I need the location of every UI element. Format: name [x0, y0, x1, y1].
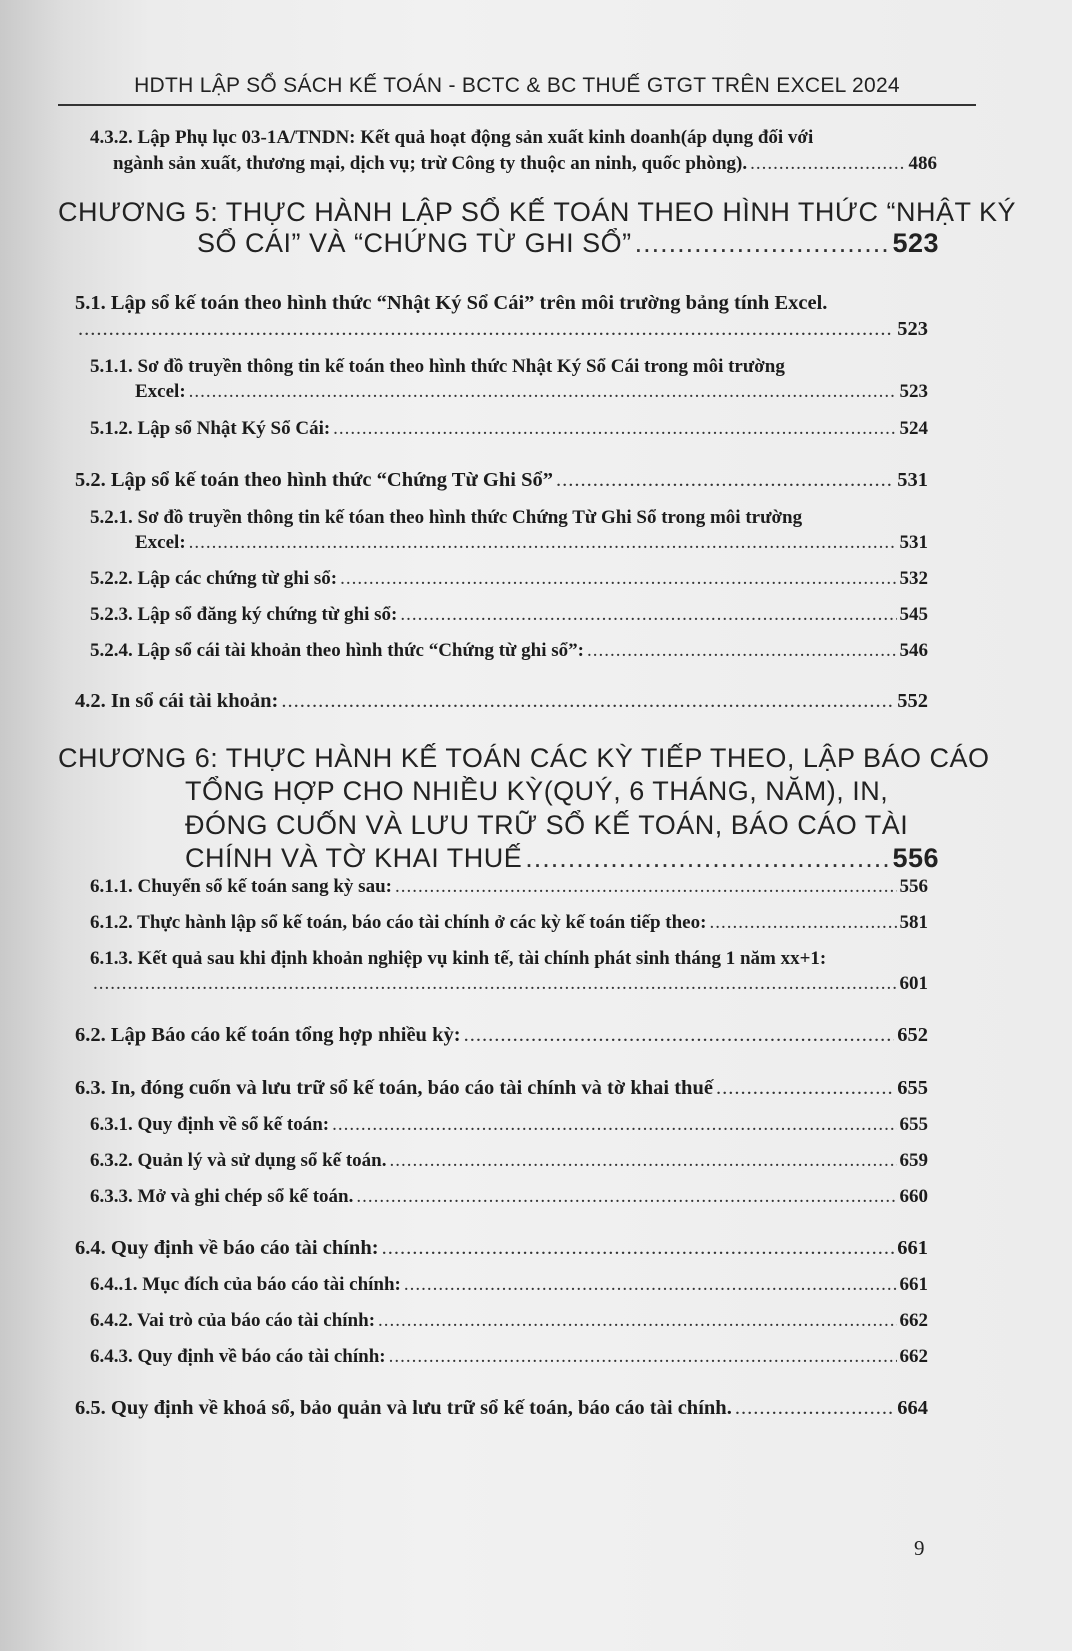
- toc-entry-6-3: [75, 1077, 928, 1100]
- toc-entry-5-1-2: [90, 418, 928, 440]
- toc-entry-label: 6.4..1. Mục đích của báo cáo tài chính:: [90, 1274, 401, 1295]
- toc-page-number: 655: [897, 1077, 928, 1099]
- dot-leader: [378, 1310, 896, 1332]
- toc-entry-label: 5.2.3. Lập sổ đăng ký chứng từ ghi sổ:: [90, 604, 398, 625]
- toc-page-number: 661: [899, 1274, 928, 1295]
- toc-page-number: 532: [899, 568, 928, 589]
- toc-entry-6-5: [75, 1397, 928, 1420]
- dot-leader: [78, 318, 894, 341]
- chapter-6-title-line2: TỔNG HỢP CHO NHIỀU KỲ(QUÝ, 6 THÁNG, NĂM), IN,: [185, 776, 889, 806]
- toc-entry-label: ngành sản xuất, thương mại, dịch vụ; trừ Công ty thuộc an ninh, quốc phòng).: [113, 153, 748, 174]
- toc-entry-label: 5.1.2. Lập sổ Nhật Ký Sổ Cái:: [90, 418, 331, 439]
- toc-page-number: 531: [899, 532, 928, 553]
- toc-entry-label: 6.5. Quy định về khoá sổ, bảo quản và lưu trữ sổ kế toán, báo cáo tài chính.: [75, 1397, 732, 1419]
- dot-leader: [189, 532, 897, 554]
- toc-page-number: 660: [899, 1186, 928, 1207]
- dot-leader: [716, 1077, 894, 1100]
- toc-page-number: 655: [899, 1114, 928, 1135]
- toc-entry-label: 6.3.2. Quản lý và sử dụng sổ kế toán.: [90, 1150, 387, 1171]
- toc-entry-label: 5.2. Lập sổ kế toán theo hình thức “Chứng Từ Ghi Sổ”: [75, 469, 553, 491]
- dot-leader: [464, 1024, 895, 1047]
- toc-entry-label: 5.2.4. Lập sổ cái tài khoản theo hình thức “Chứng từ ghi sổ”:: [90, 640, 584, 661]
- toc-entry-label: SỔ CÁI” VÀ “CHỨNG TỪ GHI SỔ”: [197, 228, 632, 258]
- toc-page-number: 486: [908, 153, 937, 174]
- dot-leader: [281, 690, 894, 713]
- toc-entry-chapter-6: [185, 843, 939, 874]
- toc-page-number: 664: [897, 1397, 928, 1419]
- toc-entry-5-1: [75, 318, 928, 341]
- toc-entry-6-1-3: [90, 973, 928, 995]
- toc-entry-5-2-1-line1: 5.2.1. Sơ đồ truyền thông tin kế tóan theo hình thức Chứng Từ Ghi Sổ trong môi trường: [90, 507, 803, 528]
- toc-page-number: 523: [899, 381, 928, 402]
- toc-entry-4-2: [75, 690, 928, 713]
- dot-leader: [333, 418, 896, 440]
- chapter-5-title-line1: CHƯƠNG 5: THỰC HÀNH LẬP SỔ KẾ TOÁN THEO HÌNH THỨC “NHẬT KÝ: [58, 197, 1016, 227]
- dot-leader: [356, 1186, 896, 1208]
- toc-entry-label: 6.3.3. Mở và ghi chép sổ kế toán.: [90, 1186, 354, 1207]
- toc-entry-label: 6.3. In, đóng cuốn và lưu trữ sổ kế toán, báo cáo tài chính và tờ khai thuế: [75, 1077, 713, 1099]
- toc-page-number: 661: [897, 1237, 928, 1259]
- page-number: 9: [914, 1536, 925, 1560]
- toc-entry-6-1-3-line1: 6.1.3. Kết quả sau khi định khoản nghiệp vụ kinh tế, tài chính phát sinh tháng 1 năm xx+1:: [90, 948, 827, 969]
- toc-entry-label: 6.1.2. Thực hành lập sổ kế toán, báo cáo tài chính ở các kỳ kế toán tiếp theo:: [90, 912, 707, 933]
- toc-entry-5-1-1: [135, 381, 928, 403]
- toc-entry-6-4-1: [90, 1274, 928, 1296]
- dot-leader: [382, 1237, 895, 1260]
- toc-page-number: 545: [899, 604, 928, 625]
- chapter-6-title-line1: CHƯƠNG 6: THỰC HÀNH KẾ TOÁN CÁC KỲ TIẾP THEO, LẬP BÁO CÁO: [58, 743, 990, 773]
- toc-entry-6-3-1: [90, 1114, 928, 1136]
- toc-entry-4-3-2-line1: 4.3.2. Lập Phụ lục 03-1A/TNDN: Kết quả hoạt động sản xuất kinh doanh(áp dụng đối với: [90, 127, 814, 148]
- toc-entry-6-3-2: [90, 1150, 928, 1172]
- dot-leader: [389, 1150, 896, 1172]
- toc-entry-5-2-4: [90, 640, 928, 662]
- dot-leader: [735, 1397, 894, 1420]
- dot-leader: [395, 876, 897, 898]
- toc-page-number: 523: [897, 318, 928, 340]
- toc-page-number: 531: [897, 469, 928, 491]
- toc-entry-6-1-1: [90, 876, 928, 898]
- toc-page-number: 601: [899, 973, 928, 994]
- chapter-6-title-line3: ĐÓNG CUỐN VÀ LƯU TRỮ SỔ KẾ TOÁN, BÁO CÁO TÀI: [185, 810, 909, 840]
- toc-entry-6-4-3: [90, 1346, 928, 1368]
- toc-entry-chapter-5: [197, 228, 939, 259]
- toc-page-number: 546: [899, 640, 928, 661]
- toc-entry-label: 6.3.1. Quy định về sổ kế toán:: [90, 1114, 330, 1135]
- toc-entry-label: 5.2.2. Lập các chứng từ ghi sổ:: [90, 568, 338, 589]
- toc-entry-label: 6.4.3. Quy định về báo cáo tài chính:: [90, 1346, 386, 1367]
- toc-page-number: 556: [899, 876, 928, 897]
- toc-entry-label: Excel:: [135, 381, 186, 402]
- toc-entry-5-2-1: [135, 532, 928, 554]
- dot-leader: [635, 228, 890, 259]
- toc-entry-6-4-2: [90, 1310, 928, 1332]
- dot-leader: [93, 973, 897, 995]
- toc-entry-6-3-3: [90, 1186, 928, 1208]
- toc-entry-5-1-1-line1: 5.1.1. Sơ đồ truyền thông tin kế toán theo hình thức Nhật Ký Sổ Cái trong môi trường: [90, 356, 785, 377]
- dot-leader: [525, 843, 889, 874]
- toc-entry-5-2-2: [90, 568, 928, 590]
- toc-entry-label: Excel:: [135, 532, 186, 553]
- toc-page-number: 581: [899, 912, 928, 933]
- toc-entry-label: 6.2. Lập Báo cáo kế toán tổng hợp nhiều kỳ:: [75, 1024, 461, 1046]
- dot-leader: [587, 640, 897, 662]
- toc-entry-label: 4.2. In sổ cái tài khoản:: [75, 690, 279, 712]
- toc-page-number: 524: [899, 418, 928, 439]
- toc-entry-label: 6.4.2. Vai trò của báo cáo tài chính:: [90, 1310, 376, 1331]
- dot-leader: [750, 153, 905, 175]
- toc-page-number: 523: [892, 228, 939, 258]
- toc-page-number: 662: [899, 1310, 928, 1331]
- toc-entry-label: CHÍNH VÀ TỜ KHAI THUẾ: [185, 843, 523, 873]
- toc-page-number: 652: [897, 1024, 928, 1046]
- toc-entry-label: 6.1.1. Chuyển sổ kế toán sang kỳ sau:: [90, 876, 392, 897]
- toc-page-number: 662: [899, 1346, 928, 1367]
- toc-page-number: 556: [892, 843, 939, 873]
- running-header: HDTH LẬP SỔ SÁCH KẾ TOÁN - BCTC & BC THUẾ GTGT TRÊN EXCEL 2024: [134, 74, 900, 97]
- toc-entry-4-3-2: [113, 153, 937, 175]
- toc-entry-6-4: [75, 1237, 928, 1260]
- toc-page-number: 659: [899, 1150, 928, 1171]
- dot-leader: [389, 1346, 897, 1368]
- toc-entry-6-2: [75, 1024, 928, 1047]
- dot-leader: [404, 1274, 897, 1296]
- dot-leader: [400, 604, 896, 626]
- dot-leader: [332, 1114, 896, 1136]
- dot-leader: [556, 469, 894, 492]
- toc-entry-label: 6.4. Quy định về báo cáo tài chính:: [75, 1237, 379, 1259]
- header-rule: [58, 104, 976, 106]
- dot-leader: [340, 568, 896, 590]
- toc-entry-5-1-line1: 5.1. Lập sổ kế toán theo hình thức “Nhật Ký Sổ Cái” trên môi trường bảng tính Excel.: [75, 292, 828, 314]
- toc-entry-6-1-2: [90, 912, 928, 934]
- toc-page-number: 552: [897, 690, 928, 712]
- toc-entry-5-2-3: [90, 604, 928, 626]
- dot-leader: [709, 912, 896, 934]
- dot-leader: [189, 381, 897, 403]
- toc-entry-5-2: [75, 469, 928, 492]
